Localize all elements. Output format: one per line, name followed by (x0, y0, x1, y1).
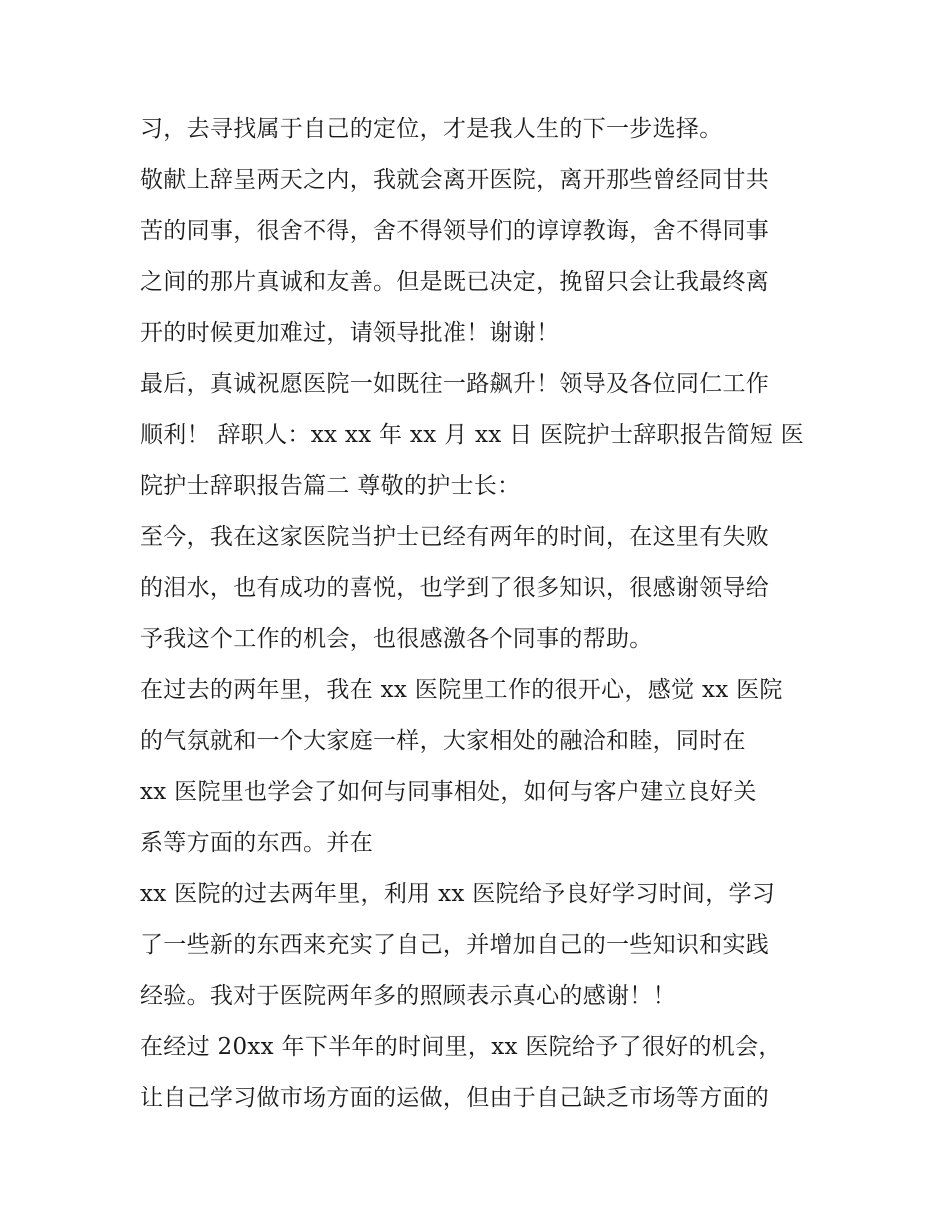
text-line: 至今，我在这家医院当护士已经有两年的时间，在这里有失败 (140, 524, 770, 550)
text-line: 让自己学习做市场方面的运做，但由于自己缺乏市场等方面的 (140, 1085, 770, 1111)
text-line: 顺利！ 辞职人：xx xx 年 xx 月 xx 日 医院护士辞职报告简短 医 (140, 422, 804, 448)
text-line: 的气氛就和一个大家庭一样，大家相处的融洽和睦，同时在 (140, 728, 746, 754)
text-line: 敬献上辞呈两天之内，我就会离开医院，离开那些曾经同甘共 (140, 167, 770, 193)
text-line: 在过去的两年里，我在 xx 医院里工作的很开心，感觉 xx 医院 (140, 677, 783, 703)
text-line: 习，去寻找属于自己的定位，才是我人生的下一步选择。 (140, 116, 723, 142)
text-line: 最后，真诚祝愿医院一如既往一路飙升！领导及各位同仁工作 (140, 371, 770, 397)
text-line: 之间的那片真诚和友善。但是既已决定，挽留只会让我最终离 (140, 269, 770, 295)
text-line: 苦的同事，很舍不得，舍不得领导们的谆谆教诲，舍不得同事 (140, 218, 770, 244)
text-line: 系等方面的东西。并在 (140, 830, 373, 856)
text-line: 的泪水，也有成功的喜悦，也学到了很多知识，很感谢领导给 (140, 575, 770, 601)
text-line: 了一些新的东西来充实了自己，并增加自己的一些知识和实践 (140, 932, 770, 958)
text-line: 经验。我对于医院两年多的照顾表示真心的感谢！！ (140, 983, 676, 1009)
text-line: xx 医院的过去两年里，利用 xx 医院给予良好学习时间，学习 (140, 881, 776, 907)
text-line: xx 医院里也学会了如何与同事相处，如何与客户建立良好关 (140, 779, 757, 805)
text-line: 开的时候更加难过，请领导批准！谢谢！ (140, 320, 560, 346)
text-line: 在经过 20xx 年下半年的时间里，xx 医院给予了很好的机会， (140, 1034, 782, 1060)
text-line: 予我这个工作的机会，也很感激各个同事的帮助。 (140, 626, 653, 652)
text-line: 院护士辞职报告篇二 尊敬的护士长： (140, 473, 521, 499)
